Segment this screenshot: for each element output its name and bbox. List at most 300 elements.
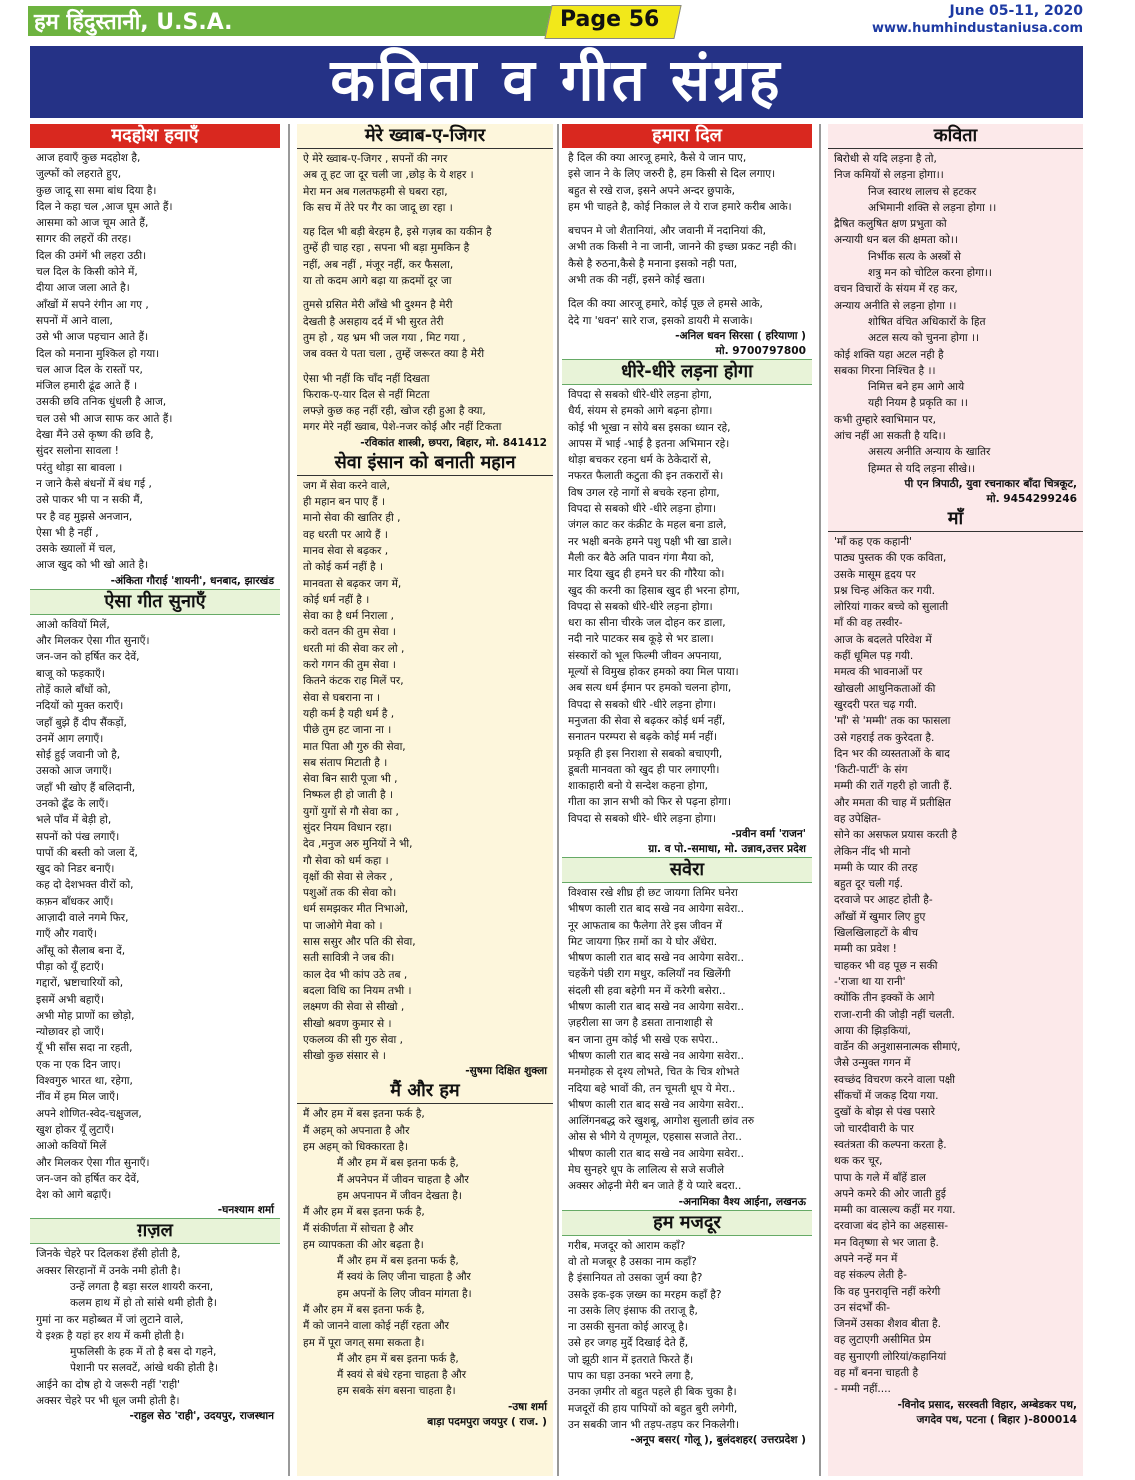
- poem-line: पापों की बस्ती को जला दें,: [36, 846, 138, 859]
- poem-line: उन सबकी जान भी तड़प-तड़प कर निकलेगी।: [568, 1418, 740, 1431]
- poem-line: स्वच्छंद विचरण करने वाला पक्षी: [834, 1073, 956, 1086]
- poem-line: गद्दारों, भ्रष्टाचारियों को,: [36, 977, 124, 990]
- poem-line: पशुओं तक की सेवा को।: [303, 887, 397, 900]
- poem-line: राजा-रानी की जोड़ी नहीं चलती.: [834, 1008, 955, 1021]
- poem-line: [568, 288, 806, 296]
- poem-line: मैं और हम में बस इतना फर्क है,: [303, 1304, 425, 1316]
- poem-body: [297, 149, 553, 436]
- poem-line: चाहकर भी वह पूछ न सकी: [834, 959, 938, 972]
- poem-line: आया की झिड़कियां,: [834, 1024, 911, 1037]
- poem-line: मुफलिसी के हक में तो है बस दो गहने,: [70, 1346, 217, 1359]
- poem-title: ग़ज़ल: [30, 1218, 280, 1244]
- poem-line: स्वतंत्रता की कल्पना करता है.: [834, 1138, 947, 1151]
- poem-line: खुद की करनी का हिसाब खुद ही भरना होगा,: [568, 584, 740, 597]
- poem-line: सती सावित्री ने जब की।: [303, 952, 395, 965]
- poem-title: सवेरा: [562, 857, 812, 883]
- poem-line: मैं स्वयं के लिए जीना चाहता है और: [337, 1271, 471, 1284]
- poem-line: आज खुद को भी खो आते है।: [36, 559, 149, 572]
- poem-line: उसे हर जगह मुर्दे दिखाई देते हैं,: [568, 1337, 689, 1350]
- section-title: कविता व गीत संग्रह: [330, 46, 783, 114]
- poem-line: मार दिया खुद ही हमने घर की गौरैया को।: [568, 568, 725, 581]
- poem-line: जन-जन को हर्षित कर देवें,: [36, 1172, 140, 1185]
- poem-line: है इंसानियत तो उसका जुर्म क्या है?: [568, 1272, 703, 1285]
- poem-line: मानो सेवा की खातिर ही ,: [303, 512, 401, 525]
- poem-line: यही नियम है प्रकृति का ।।: [868, 397, 968, 410]
- poem-line: देखती है असहाय दर्द में भी सुरत तेरी: [303, 315, 444, 328]
- poem-line: अभी तक किसी ने ना जानी, जानने की इच्छा प्रकट नही की।: [568, 241, 797, 254]
- poem-line: देदे गा 'धवन' सारे राज, इसको डायरी मे सजाके।: [568, 314, 753, 327]
- poem-title: मैं और हम: [297, 1079, 553, 1104]
- poem-line: शाकाहारी बनो ये सन्देश कहना होगा,: [568, 780, 709, 793]
- poem-line: अक्सर सिरहानों में उनके नमी होती है।: [36, 1264, 181, 1277]
- poem-line: आओ कवियों मिलें: [36, 1140, 107, 1153]
- poem-line: आपस में भाई -भाई है इतना अभिमान रहे।: [568, 437, 730, 450]
- poem-line: न जाने कैसे बंधनों में बंध गई ,: [36, 477, 152, 490]
- poem-line: सुंदर नियम विधान रहा।: [303, 821, 392, 834]
- poem-line: यह दिल भी बड़ी बेरहम है, इसे गज़ब का यकीन है: [303, 226, 492, 239]
- poem-line: शत्रु मन को चोटिल करना होगा।।: [868, 267, 992, 280]
- poem-line: - मम्मी नहीं....: [834, 1383, 891, 1396]
- poem-line: विष उगल रहे नागों से बचके रहना होगा,: [568, 486, 720, 499]
- poem-line: एकलव्य की सी गुरु सेवा ,: [303, 1033, 404, 1046]
- poem-line: मनमोहक से दृश्य लोभते, चित के चित्र शोभते: [568, 1066, 740, 1079]
- poem-line: एक ना एक दिन जाए।: [36, 1058, 121, 1071]
- poem-line: मैं और हम में बस इतना फर्क है,: [337, 1157, 459, 1170]
- poem-line: [568, 215, 806, 223]
- poem-line: इसमें अभी बहाएँ।: [36, 993, 105, 1006]
- poem-line: मिट जायगा फ़िर ग़मों का ये घोर अँधेरा.: [568, 935, 718, 948]
- poem-line: बचपन मे जो शैतानियां, और जवानी में नदानियां की,: [568, 225, 767, 238]
- poem-line: जो चारदीवारी के पार: [834, 1122, 914, 1135]
- poem-line: मम्मी का वात्सल्य कहीं मर गया.: [834, 1204, 956, 1217]
- poem-line: मजदूरों की हाय पापियों को बहुत बुरी लगेगी,: [568, 1402, 738, 1415]
- column-3: [562, 124, 812, 1476]
- poem-line: अन्यायी धन बल की क्षमता को।।: [834, 234, 958, 247]
- poem-line: मम्मी के प्यार की तरह: [834, 861, 918, 874]
- poem-line: काल देव भी कांप उठे तब ,: [303, 968, 408, 981]
- poem-line: मानव सेवा से बढ़कर ,: [303, 544, 389, 557]
- poem-line: और मिलकर ऐसा गीत सुनाएँ।: [36, 1156, 150, 1169]
- poem-line: जो झूठी शान में इतराते फिरते हैं।: [568, 1353, 694, 1366]
- column-divider: [288, 124, 290, 1476]
- site-url[interactable]: www.humhindustaniusa.com: [871, 21, 1083, 36]
- poem-line: गरीब, मजदूर को आराम कहाँ?: [568, 1239, 686, 1252]
- poem-title: हमारा दिल: [562, 124, 812, 148]
- poem-line: चहकेंगे पंछी राग मधुर, कलियाँ नव खिलेंगी: [568, 968, 731, 981]
- poem-line: द्रैषित कलुषित क्षण प्रभुता को: [834, 218, 947, 231]
- poem-line: विपदा से सबको धीरे -धीरे लड़ना होगा।: [568, 698, 717, 711]
- poem-line: जैसे उन्मुक्त गगन में: [834, 1057, 911, 1070]
- poem-author-phone: मो. 9454299246: [986, 492, 1077, 505]
- poem-line: अभिमानी शक्ति से लड़ना होगा ।।: [868, 201, 997, 214]
- poem-line: कहीं धूमिल पड़ गयी.: [834, 650, 914, 663]
- poem-line: आलिंगनबद्ध करे खुशबू, आगोश सुलाती छांव तरु: [568, 1115, 755, 1128]
- poem-author-phone: मो. 9700797800: [715, 344, 806, 357]
- poem-line: जंगल काट कर कंक्रीट के महल बना डाले,: [568, 519, 727, 532]
- poem-body: [828, 532, 1083, 1398]
- poem-line: धरा का सीना चीरके जल दोहन कर डाला,: [568, 617, 726, 630]
- poem-line: मैं और हम में बस इतना फर्क है,: [337, 1352, 459, 1365]
- poem-line: कैसे है रुठना,कैसे है मनाना इसको नही पता,: [568, 257, 738, 270]
- poem-line: तोड़ें काले बाँधों को,: [36, 683, 111, 696]
- poem-line: सास ससुर और पति की सेवा,: [303, 936, 416, 949]
- poem-line: उसे भी आज पहचान आते हैं।: [36, 331, 149, 344]
- poem-line: चल दिल के किसी कोने में,: [36, 266, 138, 279]
- poem-line: सेवा बिन सारी पूजा भी ,: [303, 773, 398, 786]
- poem-line: विपदा से सबको धीरे -धीरे लड़ना होगा।: [568, 503, 717, 516]
- poem-line: जब वक्त ये पता चला , तुम्हें जरूरत क्या है मेरी: [303, 348, 485, 361]
- poem-line: ममत्व की भावनाओं पर: [834, 666, 923, 679]
- poem-line: कोई धर्म नहीं है ।: [303, 593, 370, 606]
- poem-line: करो वतन की तुम सेवा ।: [303, 626, 396, 639]
- column-2: [297, 124, 553, 1476]
- poem-title: धीरे-धीरे लड़ना होगा: [562, 359, 812, 385]
- poem-line: न्योछावर हो जाएँ।: [36, 1026, 104, 1039]
- poem-body: [562, 1236, 812, 1434]
- poem-line: यही कर्म है यही धर्म है ,: [303, 707, 395, 720]
- poem-line: उसकी छवि तनिक धुंधली है आज,: [36, 396, 167, 409]
- poem-line: करो गगन की तुम सेवा ।: [303, 659, 396, 672]
- poem-author-place: ग्रा. व पो.-समाधा, मो. उन्नाव,उत्तर प्रदेश: [648, 842, 806, 855]
- poem-author: -अनामिका वैश्य आईना, लखनऊ: [678, 1195, 806, 1208]
- poem-line: भले पाँव में बेड़ी हो,: [36, 814, 112, 827]
- poem-line: मनुजता की सेवा से बढ़कर कोई धर्म नहीं,: [568, 714, 726, 727]
- poem-line: भीषण काली रात बाद सखे नव आयेगा सवेरा..: [568, 1001, 745, 1014]
- poem-author: -अनूप बसर( गोलू ), बुलंदशहर( उत्तरप्रदेश ): [630, 1434, 806, 1447]
- poem-line: भीषण काली रात बाद सखे नव आयेगा सवेरा..: [568, 1147, 745, 1160]
- poem-line: दिन भर की व्यस्तताओं के बाद: [834, 747, 950, 760]
- poem-line: अपने कमरे की ओर जाती हुई: [834, 1187, 946, 1200]
- poem-line: उसको आज जगाएँ।: [36, 765, 112, 778]
- poem-line: भीषण काली रात बाद सखे नव आयेगा सवेरा..: [568, 903, 745, 916]
- poem-line: और ममता की चाह में प्रतीक्षित: [834, 796, 951, 809]
- poem-line: विश्वगुरु भारत था, रहेगा,: [36, 1075, 133, 1088]
- poem-line: उन्हें लगता है बड़ा सरल शायरी करना,: [70, 1281, 214, 1293]
- poem-line: जग में सेवा करने वाले,: [303, 479, 390, 492]
- poem-line: इसे जान ने के लिए जरुरी है, हम किसी से दिल लगाए।: [568, 168, 776, 181]
- poem-line: पाठ्य पुस्तक की एक कविता,: [834, 552, 947, 565]
- poem-line: गीता का ज्ञान सभी को फिर से पढ़ना होगा।: [568, 796, 732, 809]
- poem-body: [297, 476, 553, 1065]
- poem-line: 'किटी-पार्टी' के संग: [834, 764, 908, 777]
- poem-line: धरती मां की सेवा कर लो ,: [303, 642, 405, 655]
- poem-title: कविता: [828, 124, 1083, 149]
- poem-line: दिल की उमंगें भी लहरा उठी।: [36, 249, 147, 262]
- poem-line: अपने नन्हें मन में: [834, 1253, 898, 1265]
- poem-line: थक कर चूर,: [834, 1155, 883, 1168]
- poem-line: कलम हाथ में हो तो सांसे थमी होती है।: [70, 1297, 217, 1310]
- poem-line: दीया आज जला आते है।: [36, 282, 130, 295]
- poem-line: संदली सी हवा बहेगी मन में करेगी बसेरा..: [568, 984, 726, 997]
- poem-line: दिल ने कहा चल ,आज घूम आते हैं।: [36, 200, 173, 213]
- poem-title: सेवा इंसान को बनाती महान: [297, 451, 553, 476]
- poem-line: सागर की लहरों की तरह।: [36, 233, 132, 246]
- poem-body: [30, 148, 280, 574]
- poem-line: लफ्ज़े कुछ कह नहीं रही, खोज रही हुआ है क्या,: [303, 405, 486, 418]
- poem-line: उनका ज़मीर तो बहुत पहले ही बिक चुका है।: [568, 1386, 737, 1399]
- poem-line: मैली कर बैठे अति पावन गंगा मैया को,: [568, 551, 715, 564]
- poem-line: शोषित वंचित अधिकारों के हित: [868, 315, 986, 328]
- poem-line: सबका गिरना निश्चित है ।।: [834, 364, 936, 377]
- poem-body: [562, 385, 812, 827]
- poem-line: लेकिन नींद भी मानो: [834, 845, 911, 858]
- poem-line: संस्कारों को भूल फिल्मी जीवन अपनाया,: [568, 649, 722, 662]
- poem-title: ऐसा गीत सुनाएँ: [30, 589, 280, 615]
- poem-line: ये इश्क़ है यहां हर शय में कमी होती है।: [36, 1329, 185, 1342]
- poem-line: कि सच में तेरे पर गैर का जादू छा रहा ।: [303, 201, 453, 214]
- poem-author-place: जगदेव पथ, पटना ( बिहार )-800014: [916, 1413, 1077, 1426]
- poem-title: हम मजदूर: [562, 1210, 812, 1236]
- poem-line: आज़ादी वाले नगमे फिर,: [36, 912, 129, 925]
- poem-line: आँखों में सपने रंगीन आ गए ,: [36, 298, 149, 311]
- poem-line: तुम हो , यह भ्रम भी जल गया , मिट गया ,: [303, 331, 466, 344]
- poem-line: मैं को जानने वाला कोई नहीं रहता और: [303, 1320, 449, 1333]
- poem-line: या तो कदम आगे बढ़ा या क़दमों दूर जा: [303, 275, 452, 288]
- poem-body: [30, 1244, 280, 1409]
- poem-line: मेघ सुनहरे धूप के लालित्य से सजे सजीले: [568, 1164, 725, 1177]
- poem-line: हम भी चाहते है, कोई निकाल ले ये राज हमारे करीब आके।: [568, 200, 792, 213]
- poem-line: [303, 363, 547, 371]
- poem-line: मन वितृष्णा से भर जाता है.: [834, 1236, 939, 1249]
- poem-line: उसे गहराई तक कुरेदता है.: [834, 731, 935, 744]
- poem-line: पा जाओगे मेवा को ।: [303, 919, 383, 932]
- poem-line: और मिलकर ऐसा गीत सुनाएँ।: [36, 635, 150, 648]
- poem-line: अभी तक की नहीं, इसने कोई खता।: [568, 274, 705, 287]
- poem-line: सेवा से घबराना ना ।: [303, 691, 381, 704]
- poem-line: कह दो देशभक्त वीरों को,: [36, 879, 134, 892]
- poem-line: उनको ढूँढ के लाएँ।: [36, 797, 109, 810]
- poem-line: अब तू हट जा दूर चली जा ,छोड़ के ये शहर ।: [303, 169, 474, 182]
- poem-line: वह माँ बनना चाहती है: [834, 1367, 919, 1380]
- poem-line: सोई हुई जवानी जो है,: [36, 749, 121, 762]
- poem-line: 'माँ' से 'मम्मी' तक का फासला: [834, 715, 951, 728]
- poem-line: मैं और हम में बस इतना फर्क है,: [337, 1255, 459, 1268]
- poem-line: धैर्य, संयम से हमको आगे बढ़ना होगा।: [568, 405, 713, 418]
- poem-body: [562, 883, 812, 1195]
- poem-line: आज हवाएँ कुछ मदहोश है,: [36, 152, 141, 164]
- poem-line: आज के बदलते परिवेश में: [834, 633, 932, 646]
- poem-line: गुमां ना कर महोब्बत में जां लुटाने वाले,: [36, 1313, 184, 1326]
- poem-line: कि वह पुनरावृत्ति नहीं करेगी: [834, 1285, 941, 1298]
- poem-line: 'माँ कह एक कहानी': [834, 535, 912, 548]
- poem-line: गौ सेवा को धर्म कहा ।: [303, 854, 389, 867]
- poem-line: उनमें आग लगाएँ।: [36, 732, 104, 745]
- poem-line: निमित्त बने हम आगे आये: [868, 381, 965, 394]
- poem-line: ऐसा भी है नहीं ,: [36, 526, 99, 539]
- poem-line: प्रश्न चिन्ह अंकित कर गयी.: [834, 584, 935, 597]
- poem-line: खुश होकर यूँ लुटाएँ।: [36, 1123, 115, 1136]
- poem-author: -अंकिता गौराई 'शायनी', धनबाद, झारखंड: [110, 574, 274, 587]
- poem-line: देश को आगे बढ़ाएँ।: [36, 1189, 112, 1202]
- poem-author: -घनश्याम शर्मा: [217, 1204, 274, 1217]
- poem-body: [297, 1104, 553, 1399]
- poem-line: भीषण काली रात बाद सखे नव आयेगा सवेरा..: [568, 1049, 745, 1062]
- poem-line: गाएँ और गवाएँ।: [36, 928, 97, 941]
- poem-line: आईने का दोष हो ये जरूरी नहीं 'राही': [36, 1378, 181, 1391]
- poem-line: जन-जन को हर्षित कर देवें,: [36, 651, 140, 664]
- poem-line: नदी नारे पाटकर सब कूड़े से भर डाला।: [568, 633, 714, 646]
- poem-line: वार्डेन की अनुशासनात्मक सीमाएं,: [834, 1041, 961, 1054]
- poem-line: नफरत फैलाती कटुता की इन तकरारों से।: [568, 470, 724, 483]
- poem-author: -विनोद प्रसाद, सरस्वती विहार, अम्बेडकर पथ,: [897, 1398, 1077, 1411]
- poem-line: मेरा मन अब गलतफहमी से घबरा रहा,: [303, 185, 448, 198]
- poem-line: दिल की क्या आरजू हमारे, कोई पूछ ले हमसे आके,: [568, 298, 763, 311]
- poem-line: नूर आफताब का फैलेगा तेरे इस जीवन में: [568, 919, 722, 932]
- poem-line: हम में पूरा जगत् समा सकता है।: [303, 1336, 425, 1349]
- poem-line: मैं संकीर्णता में सोचता है और: [303, 1222, 414, 1235]
- poem-line: उन संदर्भों की-: [834, 1301, 891, 1314]
- column-1: [30, 124, 280, 1476]
- poem-line: निज कमियों से लड़ना होगा।।: [834, 169, 944, 182]
- poem-line: वह सुनाएगी लोरियां/कहानियां: [834, 1350, 947, 1363]
- poem-line: ज़हरीला सा जग है डसता तानाशाही से: [568, 1017, 713, 1030]
- poem-line: उसके इक-इक ज़ख्म का मरहम कहाँ है?: [568, 1288, 722, 1301]
- poem-line: तो कोई कर्म नहीं है ।: [303, 561, 384, 574]
- poem-line: उसे पाकर भी पा न सकी मैं,: [36, 494, 143, 507]
- poem-line: धर्म समझकर मीत निभाओ,: [303, 903, 409, 916]
- poem-line: वह धरती पर आये हैं ।: [303, 528, 388, 541]
- poem-line: सुंदर सलोना सावला !: [36, 445, 119, 458]
- poem-body: [30, 615, 280, 1204]
- poem-line: अक्सर ओढ़नी मेरी बन जाते हैं ये प्यारे बदरा..: [568, 1180, 742, 1193]
- poem-line: वो तो मजबूर है उसका नाम कहाँ?: [568, 1255, 697, 1268]
- poem-line: बाजू को फड़काएँ।: [36, 667, 105, 680]
- poem-line: निर्भीक सत्य के अस्त्रों से: [868, 250, 961, 263]
- poem-line: कोई शक्ति यहा अटल नही है: [834, 348, 944, 361]
- poem-line: खुरदरी परत चढ़ गयी.: [834, 698, 918, 711]
- poem-line: पेशानी पर सलवटें, आंखे थकी होती है।: [70, 1362, 219, 1375]
- poem-line: -'राजा था या रानी': [834, 975, 906, 988]
- poem-line: बिरोधी से यदि लड़ना है तो,: [834, 153, 937, 165]
- poem-line: खोखली आधुनिकताओं की: [834, 682, 936, 695]
- column-4: [828, 124, 1083, 1476]
- poem-line: आसमा को आज चूम आते हैं,: [36, 217, 149, 230]
- poem-title: माँ: [828, 507, 1083, 532]
- issue-date: June 05-11, 2020: [949, 3, 1083, 19]
- poem-line: विपदा से सबको धीरे-धीरे लड़ना होगा।: [568, 600, 713, 613]
- poem-line: सपनों में आने वाला,: [36, 314, 113, 327]
- poem-line: वह लुटाएगी असीमित प्रेम: [834, 1334, 931, 1347]
- poem-line: यूँ भी साँस सदा ना रहती,: [36, 1042, 133, 1055]
- poem-line: जुल्फों को लहराते हुए,: [36, 168, 122, 181]
- poem-author-place: बाड़ा पदमपुरा जयपुर ( राज. ): [427, 1415, 547, 1428]
- poem-line: है दिल की क्या आरजू हमारे, कैसे ये जान पाए,: [568, 152, 747, 164]
- column-divider: [819, 124, 821, 1476]
- poem-line: हम सबके संग बसना चाहता है।: [337, 1385, 456, 1398]
- poem-line: जहाँ भी खोए हैं बलिदानी,: [36, 781, 136, 794]
- poem-line: कितने कंटक राह मिलें पर,: [303, 675, 404, 688]
- poem-line: निज स्वारथ लालच से हटकर: [868, 185, 977, 198]
- poem-line: अक्सर चेहरे पर भी धूल जमी होती है।: [36, 1395, 180, 1408]
- poem-line: अपने शोणित-स्वेद-चक्षुजल,: [36, 1107, 142, 1120]
- poem-line: ओस से भीगे ये तृणमूल, एहसास सजाते तेरा..: [568, 1131, 742, 1144]
- poem-line: परंतु थोड़ा सा बावला ।: [36, 461, 123, 474]
- poem-line: [303, 289, 547, 297]
- poem-line: हम अपनों के लिए जीवन मांगता है।: [337, 1287, 472, 1300]
- poem-line: अटल सत्य को चुनना होगा ।।: [868, 332, 980, 345]
- poem-line: बहुत से रखे राज, इसने अपने अन्दर छुपाके,: [568, 184, 735, 197]
- poem-line: खुद को निडर बनाएँ।: [36, 863, 115, 876]
- poem-line: अब सत्य धर्म ईमान पर हमको चलना होगा,: [568, 682, 732, 695]
- poem-line: मैं अहम् को अपनाता है और: [303, 1124, 410, 1137]
- top-bar: [0, 0, 1135, 42]
- poem-line: थोड़ा बचकर रहना धर्म के ठेकेदारों से,: [568, 454, 712, 467]
- poem-line: दरवाजे पर आहट होती है-: [834, 894, 933, 907]
- poem-line: कफ़न बाँधकर आएँ।: [36, 895, 114, 908]
- poem-line: तुम्हें ही चाह रहा , सपना भी बड़ा मुमकिन है: [303, 242, 470, 255]
- poem-line: मैं स्वयं से बंधे रहना चाहता है और: [337, 1369, 467, 1382]
- poem-line: जहाँ बुझे हैं दीप सैंकड़ों,: [36, 716, 127, 729]
- poem-line: नदिया बहे भावों की, तन चूमती धूप ये मेरा..: [568, 1082, 736, 1095]
- poem-line: हम अहम् को धिक्कारता है।: [303, 1141, 409, 1154]
- poem-line: सीखो श्रवण कुमार से ।: [303, 1017, 392, 1030]
- poem-line: सोने का असफल प्रयास करती है: [834, 829, 958, 842]
- poem-line: जिनके चेहरे पर दिलकश हँसी होती है,: [36, 1248, 181, 1261]
- poem-line: प्रकृति ही इस निराशा से सबको बचाएगी,: [568, 747, 723, 760]
- poem-line: लोरियां गाकर बच्चे को सुलाती: [834, 601, 949, 614]
- poem-line: क्योंकि तीन इक्कों के आगे: [834, 992, 935, 1005]
- poem-line: माँ की वह तस्वीर-: [834, 617, 903, 630]
- poem-line: नींव में हम मिल जाएँ।: [36, 1091, 120, 1104]
- poem-line: वह संकल्प लेती है-: [834, 1269, 907, 1282]
- poem-line: उसके मासूम हृदय पर: [834, 568, 916, 581]
- poem-body: [562, 148, 812, 329]
- poem-line: विपदा से सबको धीरे-धीरे लड़ना होगा,: [568, 388, 713, 401]
- poem-author: -प्रवीन वर्मा 'राजन': [731, 827, 806, 840]
- poem-line: सपनों को पंख लगाएँ।: [36, 830, 120, 843]
- poem-line: दुखों के बोझ से पंख पसारे: [834, 1106, 935, 1119]
- poem-line: पीड़ा को यूँ हटाएँ।: [36, 960, 104, 973]
- poem-line: कुछ जादू सा समा बांध दिया है।: [36, 184, 157, 197]
- page-number: Page 56: [560, 7, 660, 32]
- poem-line: खिलखिलाहटों के बीच: [834, 927, 919, 940]
- poem-line: नहीं, अब नहीं , मंजूर नहीं, कर फैसला,: [303, 258, 454, 271]
- poem-line: जिनमें उसका शैशव बीता है.: [834, 1318, 941, 1331]
- poem-line: कभी तुम्हारे स्वाभिमान पर,: [834, 413, 936, 426]
- poem-line: दिल को मनाना मुश्किल हो गया।: [36, 347, 160, 360]
- poem-line: ऐसा भी नहीं कि चाँद नहीं दिखता: [303, 372, 430, 385]
- poem-line: वह उपेक्षित-: [834, 812, 881, 825]
- poem-line: फिराक-ए-यार दिल से नहीं मिटता: [303, 388, 430, 401]
- poem-author: पी एन त्रिपाठी, युवा रचनाकार बाँदा चित्रकूट,: [904, 477, 1077, 490]
- poem-line: चल आज दिल के रास्तों पर,: [36, 363, 143, 376]
- poem-line: नदियों को मुक्त कराएँ।: [36, 700, 124, 713]
- poem-line: मानवता से बढ़कर जग में,: [303, 577, 402, 590]
- poem-line: पर है वह मुझसे अनजान,: [36, 510, 133, 523]
- poem-line: निष्फल ही हो जाती है ।: [303, 789, 393, 802]
- poem-line: मात पिता औ गुरु की सेवा,: [303, 740, 406, 753]
- poem-line: मम्मी का प्रवेश !: [834, 943, 897, 956]
- poem-author: -अनिल धवन सिरसा ( हरियाणा ): [675, 329, 806, 342]
- poem-line: सब संताप मिटाती है ।: [303, 756, 388, 769]
- poem-line: सींकचों में जकड़ दिया गया.: [834, 1090, 939, 1103]
- poem-line: मैं और हम में बस इतना फर्क है,: [303, 1108, 425, 1121]
- poem-line: असत्य अनीति अन्याय के खातिर: [868, 446, 991, 459]
- poem-line: अभी मोह प्राणों का छोड़ो,: [36, 1009, 135, 1022]
- poem-line: पाप का घड़ा उनका भरने लगा है,: [568, 1370, 694, 1382]
- poem-line: कोई भी भूखा न सोये बस इसका ध्यान रहे,: [568, 421, 731, 434]
- column-divider: [557, 124, 559, 1476]
- poem-line: पापा के गले में बाँहें डाल: [834, 1171, 926, 1184]
- poem-line: बन जाना तुम कोई भी सखे एक सपेरा..: [568, 1033, 719, 1046]
- poem-body: [828, 149, 1083, 477]
- poem-line: दरवाजा बंद होने का अहसास-: [834, 1220, 949, 1233]
- poem-line: मंजिल हमारी ढूंढ आते हैं ।: [36, 380, 138, 393]
- poem-line: उसके ख्यालों में चल,: [36, 543, 116, 556]
- poem-author: -राहुल सेठ 'राही', उदयपुर, राजस्थान: [129, 1410, 274, 1423]
- poem-line: मगर मेरे नहीं ख्वाब, पेशे-नजर कोई और नहीं टिकता: [303, 421, 502, 434]
- poem-line: विश्वास रखे शीघ्र ही छट जायगा तिमिर घनेरा: [568, 886, 738, 899]
